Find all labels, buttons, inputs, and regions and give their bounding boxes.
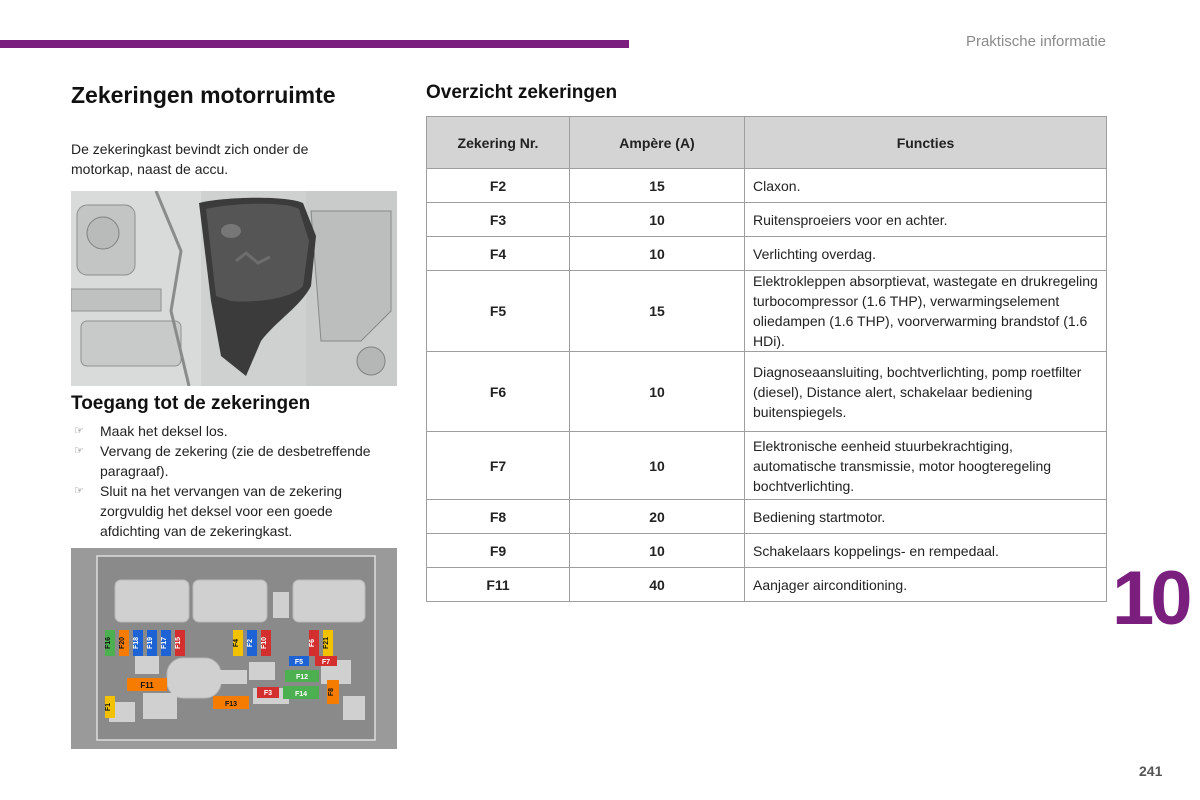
fuse-nr: F6	[427, 352, 570, 432]
fuse-label: F2	[247, 638, 254, 648]
fuse-nr: F11	[427, 568, 570, 602]
fuse-F16	[105, 630, 115, 656]
fuse-F20	[119, 630, 129, 656]
step-text: Sluit na het vervangen van de zekering zorgvuldig het deksel voor een goede afdichting van de zekeringkast.	[100, 483, 343, 539]
fuse-nr: F9	[427, 534, 570, 568]
fuse-label: F13	[224, 701, 238, 708]
fuse-label: F15	[175, 636, 182, 650]
hand-pointer-icon: ☞	[74, 445, 84, 457]
fuse-ampere: 10	[570, 432, 745, 500]
fuse-function: Elektrokleppen absorptievat, wastegate en drukregeling turbocompressor (1.6 THP), verwarmingselement oliedampen (1.6 THP), voorverwarming brandstof (1.6 HDi).	[745, 271, 1107, 352]
fuse-label: F18	[133, 636, 140, 650]
fuse-F14	[283, 686, 319, 699]
fuse-F17	[161, 630, 171, 656]
fuse-label: F6	[309, 638, 316, 648]
table-title: Overzicht zekeringen	[426, 82, 618, 103]
table-row	[427, 568, 1107, 602]
fuse-ampere: 10	[570, 534, 745, 568]
fuse-label: F8	[328, 687, 335, 697]
fuse-label: F7	[321, 659, 331, 666]
table-row	[427, 534, 1107, 568]
page-number: 241	[1139, 763, 1163, 779]
fuse-F13	[213, 696, 249, 709]
fuse-function: Claxon.	[745, 169, 1107, 203]
fuse-label: F14	[294, 691, 308, 698]
fuse-ampere: 40	[570, 568, 745, 602]
fuse-function: Diagnoseaansluiting, bochtverlichting, pomp roetfilter (diesel), Distance alert, schakelaar bediening buitenspiegels.	[745, 352, 1107, 432]
fuse-function: Verlichting overdag.	[745, 237, 1107, 271]
fuse-ampere: 20	[570, 500, 745, 534]
table-row	[427, 237, 1107, 271]
fuse-F3	[257, 687, 279, 698]
list-item	[71, 481, 381, 541]
header-functions: Functies	[745, 117, 1107, 169]
header-fuse-nr: Zekering Nr.	[427, 117, 570, 169]
fuse-F15	[175, 630, 185, 656]
header-ampere: Ampère (A)	[570, 117, 745, 169]
engine-bay-photo	[71, 191, 397, 386]
fuse-label: F10	[261, 636, 268, 650]
table-row	[427, 500, 1107, 534]
table-row	[427, 271, 1107, 352]
fusebox-diagram	[71, 548, 397, 749]
fuse-label: F5	[294, 659, 304, 666]
fuse-nr: F4	[427, 237, 570, 271]
fuse-label: F11	[140, 681, 154, 690]
fuse-table	[426, 116, 1107, 602]
fuse-F4	[233, 630, 243, 656]
fuse-label: F3	[263, 690, 273, 697]
fuse-F2	[247, 630, 257, 656]
fuse-ampere: 10	[570, 352, 745, 432]
fuse-F21	[323, 630, 333, 656]
fuse-F11	[127, 678, 167, 691]
access-heading: Toegang tot de zekeringen	[71, 393, 311, 414]
fuse-ampere: 15	[570, 169, 745, 203]
fuse-nr: F8	[427, 500, 570, 534]
fuse-F19	[147, 630, 157, 656]
fuse-F1	[105, 696, 115, 718]
step-text: Vervang de zekering (zie de desbetreffende paragraaf).	[100, 443, 371, 479]
table-row	[427, 352, 1107, 432]
fuse-F18	[133, 630, 143, 656]
fuse-function: Aanjager airconditioning.	[745, 568, 1107, 602]
table-row	[427, 203, 1107, 237]
hand-pointer-icon: ☞	[74, 425, 84, 437]
intro-text: De zekeringkast bevindt zich onder de motorkap, naast de accu.	[71, 141, 309, 177]
fuse-label: F16	[105, 636, 112, 650]
fuse-ampere: 15	[570, 271, 745, 352]
step-text: Maak het deksel los.	[100, 423, 228, 439]
fuse-function: Bediening startmotor.	[745, 500, 1107, 534]
table-header-row	[427, 117, 1107, 169]
fuse-F8	[327, 680, 339, 704]
fuse-F6	[309, 630, 319, 656]
fuse-F5	[289, 656, 309, 666]
list-item	[71, 421, 381, 441]
fuse-label: F12	[295, 674, 309, 681]
fuse-function: Schakelaars koppelings- en rempedaal.	[745, 534, 1107, 568]
fuse-nr: F3	[427, 203, 570, 237]
fuse-nr: F2	[427, 169, 570, 203]
list-item	[71, 441, 381, 481]
section-title: Praktische informatie	[965, 33, 1106, 50]
fuse-F7	[315, 656, 337, 666]
fuse-label: F21	[323, 636, 330, 650]
fuse-label: F17	[161, 636, 168, 650]
fuse-F10	[261, 630, 271, 656]
hand-pointer-icon: ☞	[74, 485, 84, 497]
fuse-function: Ruitensproeiers voor en achter.	[745, 203, 1107, 237]
fuse-ampere: 10	[570, 237, 745, 271]
table-row	[427, 169, 1107, 203]
fuse-nr: F5	[427, 271, 570, 352]
fuse-label: F20	[119, 636, 126, 650]
fuse-label: F4	[233, 638, 240, 648]
fuse-function: Elektronische eenheid stuurbekrachtiging, automatische transmissie, motor hoogteregeling bochtverlichting.	[745, 432, 1107, 500]
header-accent-bar	[0, 40, 629, 48]
access-steps	[71, 421, 381, 541]
fuse-label: F1	[105, 702, 112, 712]
fuse-ampere: 10	[570, 203, 745, 237]
fuse-F12	[285, 670, 319, 682]
table-row	[427, 432, 1107, 500]
fuse-nr: F7	[427, 432, 570, 500]
fuse-label: F19	[147, 636, 154, 650]
chapter-number: 10	[1112, 556, 1189, 641]
page-title: Zekeringen motorruimte	[71, 82, 336, 108]
